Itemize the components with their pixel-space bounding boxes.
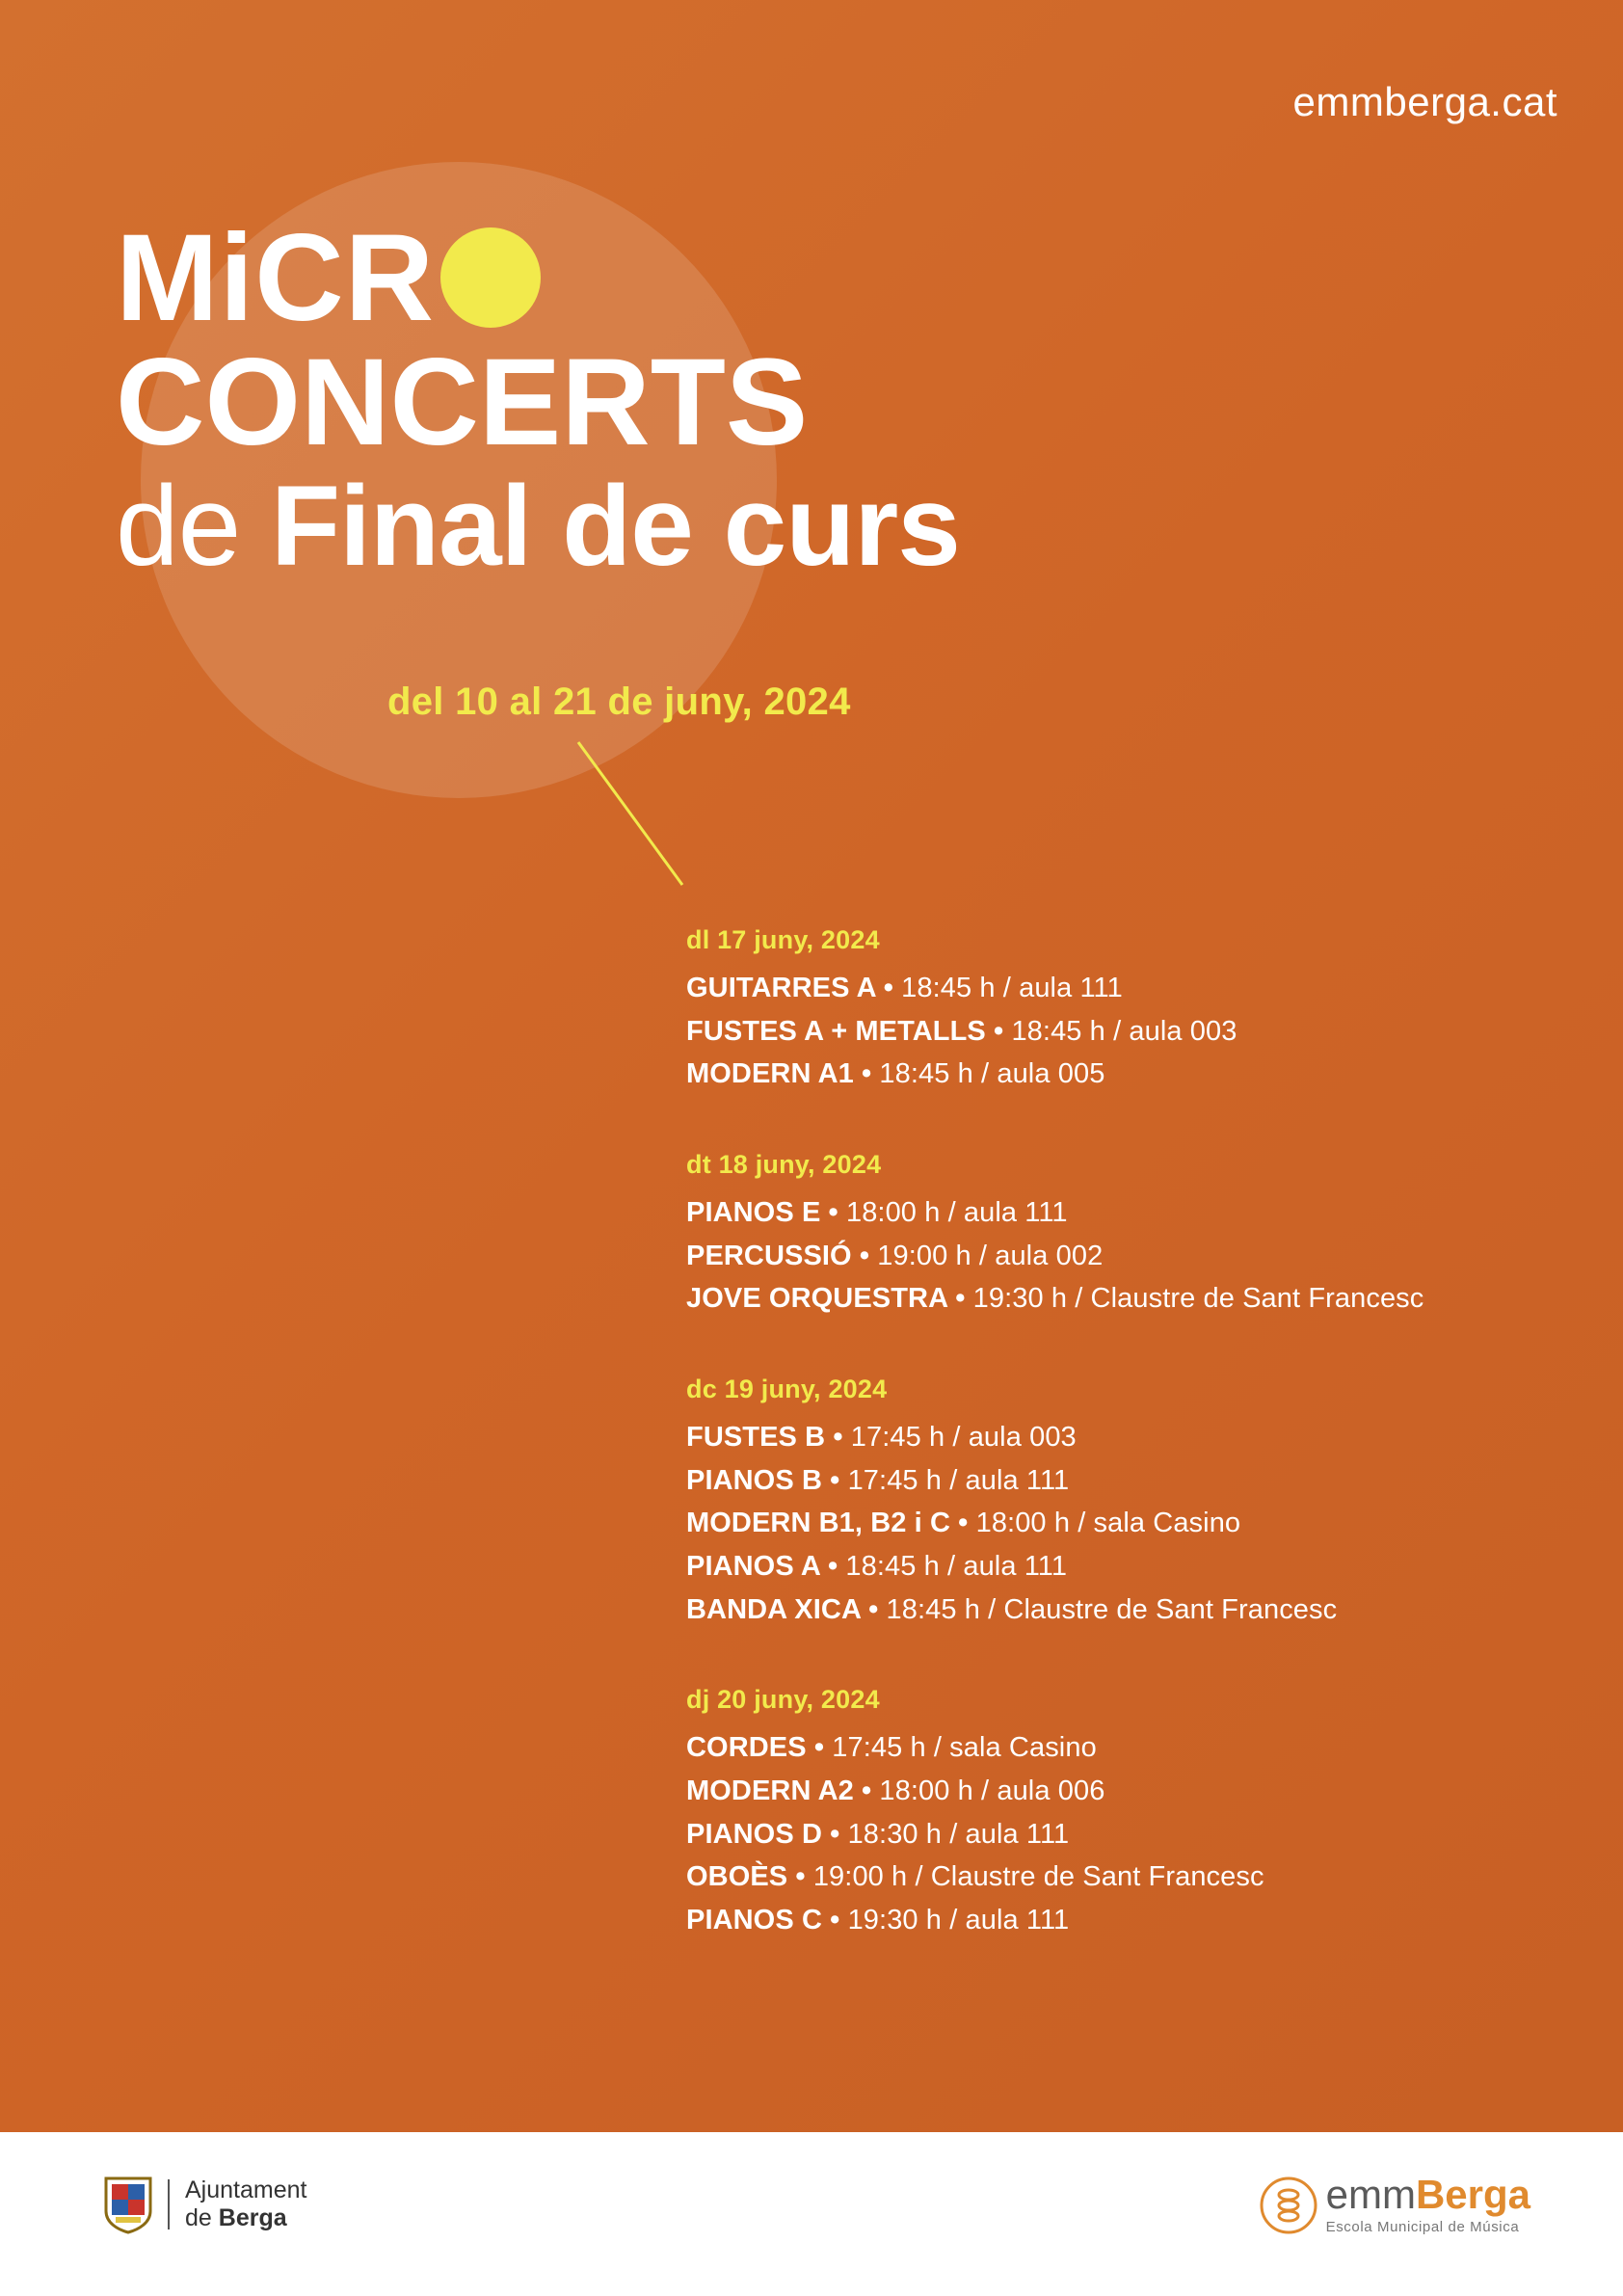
day-heading: dc 19 juny, 2024 <box>686 1374 888 1403</box>
event-ensemble: MODERN A1 <box>686 1058 854 1090</box>
event-detail: 18:45 h / aula 005 <box>879 1058 1105 1090</box>
event-separator: • <box>806 1732 833 1764</box>
day-heading: dj 20 juny, 2024 <box>686 1685 880 1715</box>
poster-footer <box>0 2132 1623 2296</box>
event-separator: • <box>985 1015 1012 1047</box>
poster-title <box>116 209 1542 590</box>
title-de-text: de <box>116 462 272 590</box>
event-separator: • <box>875 973 902 1003</box>
event-row <box>686 1770 1554 1813</box>
title-final-de-curs-text: Final de curs <box>271 462 960 590</box>
day-block <box>686 1150 1554 1321</box>
event-detail: 18:45 h / aula 003 <box>1011 1015 1237 1047</box>
ajuntament-de: de <box>185 2204 219 2231</box>
event-separator: • <box>787 1861 813 1893</box>
event-separator: • <box>820 1196 846 1228</box>
event-detail: 18:30 h / aula 111 <box>847 1818 1070 1850</box>
day-block <box>686 925 1554 1096</box>
event-row <box>686 1589 1554 1632</box>
event-ensemble: MODERN A2 <box>686 1775 854 1806</box>
event-ensemble: FUSTES A + METALLS <box>686 1015 986 1047</box>
event-detail: 18:45 h / Claustre de Sant Francesc <box>886 1593 1338 1625</box>
event-separator: • <box>822 1904 848 1936</box>
event-row <box>686 1277 1554 1321</box>
event-separator: • <box>851 1240 878 1271</box>
schedule-list <box>686 925 1554 1996</box>
title-line-micro <box>116 209 1542 347</box>
event-ensemble: GUITARRES A <box>686 973 876 1003</box>
ajuntament-logo <box>102 2175 306 2234</box>
event-row <box>686 1416 1554 1459</box>
event-row <box>686 1813 1554 1856</box>
event-row <box>686 1459 1554 1503</box>
event-row <box>686 1502 1554 1545</box>
day-heading: dt 18 juny, 2024 <box>686 1149 882 1179</box>
event-ensemble: BANDA XICA <box>686 1593 861 1625</box>
event-detail: 18:00 h / aula 111 <box>845 1196 1068 1228</box>
event-ensemble: PERCUSSIÓ <box>686 1240 852 1271</box>
event-ensemble: MODERN B1, B2 i C <box>686 1508 951 1539</box>
event-row <box>686 1191 1554 1235</box>
event-detail: 19:30 h / Claustre de Sant Francesc <box>972 1283 1424 1315</box>
event-detail: 17:45 h / aula 003 <box>850 1421 1077 1453</box>
event-detail: 17:45 h / aula 111 <box>847 1464 1070 1496</box>
event-ensemble: FUSTES B <box>686 1421 826 1453</box>
event-ensemble: PIANOS E <box>686 1196 821 1228</box>
event-detail: 18:00 h / sala Casino <box>975 1508 1241 1539</box>
event-ensemble: PIANOS C <box>686 1904 822 1936</box>
yellow-dot-icon <box>440 227 541 328</box>
coat-of-arms-icon <box>102 2175 154 2234</box>
day-heading: dl 17 juny, 2024 <box>686 925 880 954</box>
website-url: emmberga.cat <box>1292 79 1557 124</box>
event-row <box>686 1235 1554 1278</box>
poster-date-range: del 10 al 21 de juny, 2024 <box>387 681 851 723</box>
event-detail: 19:00 h / aula 002 <box>877 1240 1104 1271</box>
event-row <box>686 1899 1554 1942</box>
event-separator: • <box>822 1818 848 1850</box>
event-row <box>686 1545 1554 1589</box>
emmberga-text <box>1325 2172 1530 2235</box>
event-ensemble: PIANOS A <box>686 1550 820 1582</box>
event-separator: • <box>950 1508 976 1539</box>
event-row <box>686 1053 1554 1096</box>
event-row <box>686 1726 1554 1770</box>
ajuntament-text <box>185 2176 306 2233</box>
event-separator: • <box>819 1550 846 1582</box>
event-ensemble: PIANOS D <box>686 1818 822 1850</box>
logo-divider <box>168 2179 170 2229</box>
event-separator: • <box>853 1775 880 1806</box>
ajuntament-berga: Berga <box>218 2204 287 2231</box>
event-separator: • <box>947 1283 973 1315</box>
emmberga-mark-icon <box>1259 2176 1318 2235</box>
event-detail: 18:00 h / aula 006 <box>879 1775 1105 1806</box>
connector-line <box>576 740 702 894</box>
event-detail: 19:30 h / aula 111 <box>847 1904 1070 1936</box>
event-separator: • <box>860 1593 887 1625</box>
emmberga-name <box>1325 2172 1530 2217</box>
event-detail: 18:45 h / aula 111 <box>845 1550 1068 1582</box>
event-separator: • <box>822 1464 848 1496</box>
event-ensemble: PIANOS B <box>686 1464 822 1496</box>
event-separator: • <box>825 1421 851 1453</box>
emmberga-logo <box>1259 2172 1530 2235</box>
event-detail: 18:45 h / aula 111 <box>901 973 1123 1003</box>
event-ensemble: CORDES <box>686 1732 807 1764</box>
ajuntament-line2 <box>185 2204 306 2233</box>
ajuntament-line1: Ajuntament <box>185 2176 307 2203</box>
emmberga-subtitle: Escola Municipal de Música <box>1325 2219 1520 2235</box>
day-block <box>686 1685 1554 1941</box>
event-row <box>686 1855 1554 1899</box>
event-separator: • <box>853 1058 880 1090</box>
title-line-concerts: CONCERTS <box>116 333 809 471</box>
event-ensemble: OBOÈS <box>686 1861 788 1893</box>
title-line-final-de-curs <box>116 462 1542 590</box>
event-ensemble: JOVE ORQUESTRA <box>686 1283 948 1315</box>
event-row <box>686 967 1554 1010</box>
emm-bold: Berga <box>1415 2172 1530 2217</box>
day-block <box>686 1375 1554 1631</box>
emm-thin: emm <box>1325 2172 1416 2217</box>
title-micro-text: MiCR <box>116 209 436 347</box>
event-detail: 17:45 h / sala Casino <box>832 1732 1097 1764</box>
event-row <box>686 1010 1554 1054</box>
event-detail: 19:00 h / Claustre de Sant Francesc <box>812 1861 1264 1893</box>
